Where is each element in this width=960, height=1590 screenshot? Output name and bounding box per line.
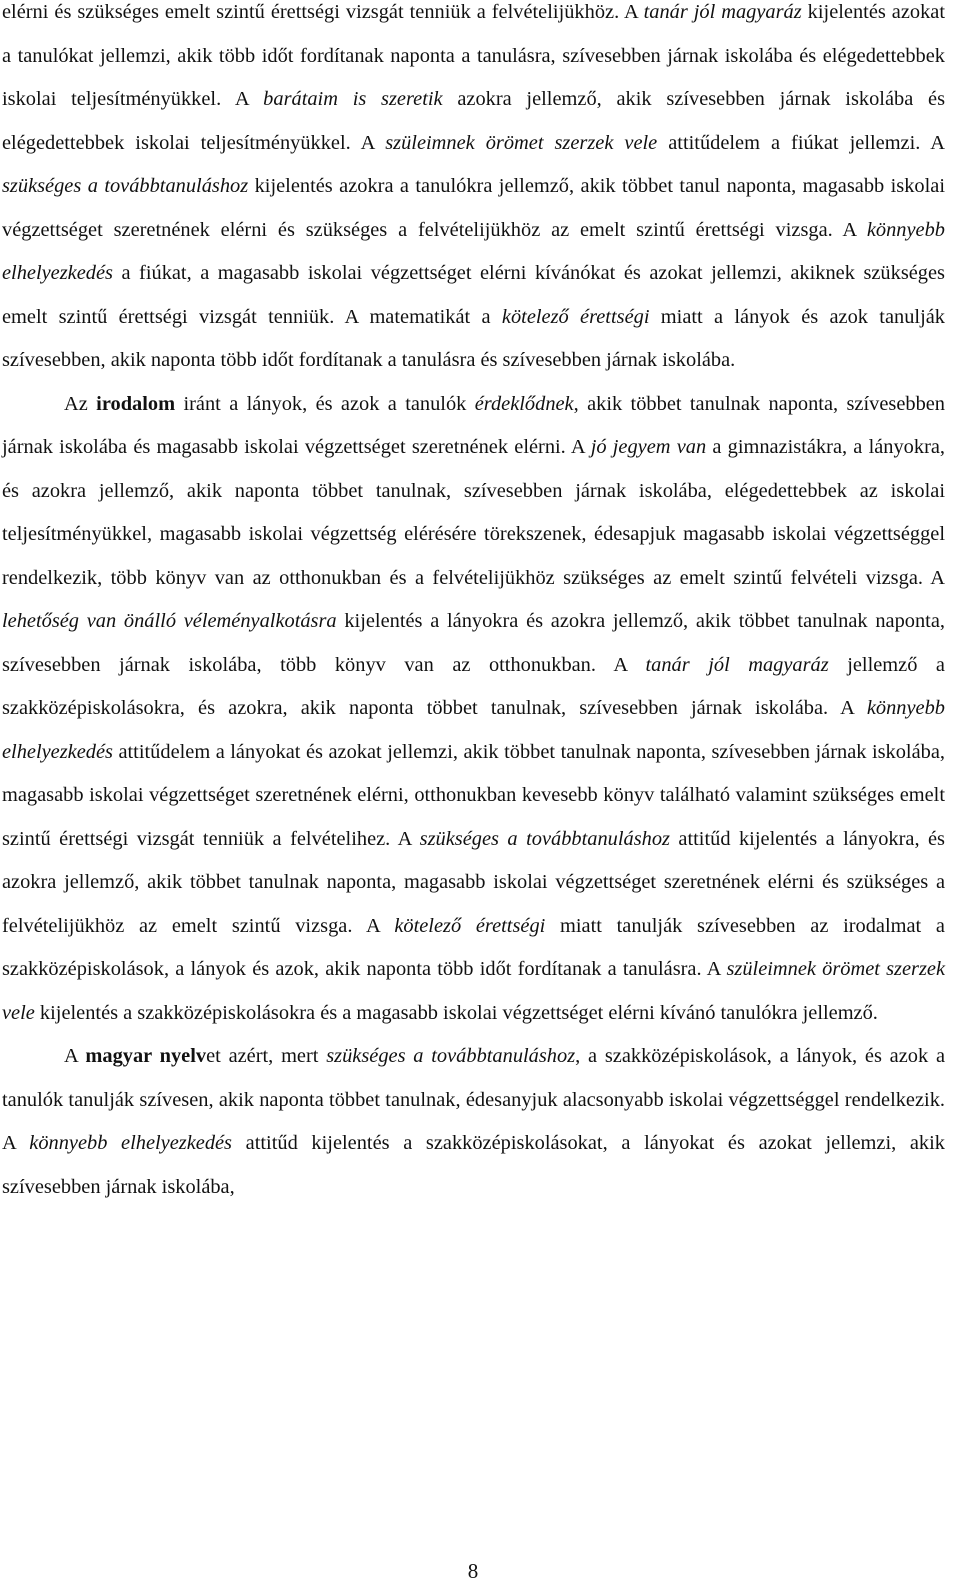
paragraph [2,1035,945,1209]
text-run: attitűd kijelentés a szakközépiskolásokat, a lányokat és azokat jellemzi, akik szívesebben járnak iskolába, [2,1132,945,1198]
text-run: attitűdelem a fiúkat jellemzi. A [657,131,945,154]
italic-phrase: könnyebb elhelyezkedés [2,218,945,284]
text-run: kijelentés azokat a tanulókat jellemzi, akik több időt fordítanak naponta a tanulásra, szívesebben járnak iskolába és elégedettebbek iskolai teljesítményükkel. A [2,1,945,110]
italic-phrase: szükséges a továbbtanuláshoz [2,175,249,197]
text-run: , a szakközépiskolások, a lányok, és azok a tanulók tanulják szívesen, akik naponta többet tanulnak, édesanyjuk alacsonyabb iskolai végzettséggel rendelkezik. A [2,1045,945,1154]
text-run: attitűdelem a lányokat és azokat jellemzi, akik többet tanulnak naponta, szívesebben járnak iskolába, magasabb iskolai végzettséget szeretnének elérni, otthonukban kevesebb könyv található valamint szükséges emelt szintű érettségi vizsgát tenniük a felvételihez. A [2,740,945,850]
italic-phrase: szüleimnek örömet szerzek vele [2,958,946,1024]
text-run: A [64,1045,86,1067]
italic-phrase: érdeklődnek [474,392,574,415]
italic-phrase: szükséges a továbbtanuláshoz [326,1045,576,1067]
italic-phrase: barátaim is szeretik [263,88,443,110]
text-run: jellemző a szakközépiskolásokra, és azokra, akik naponta többet tanulnak, szívesebben járnak iskolába. A [2,653,945,719]
text-run: miatt a lányok és azok tanulják szívesebben, akik naponta több időt fordítanak a tanulásra és szívesebben járnak iskolába. [2,305,945,371]
italic-phrase: tanár jól magyaráz [643,1,802,23]
italic-phrase: tanár jól magyaráz [645,653,829,676]
italic-phrase: kötelező érettségi [394,914,546,937]
italic-phrase: szükséges a továbbtanuláshoz [419,827,670,850]
bold-term: irodalom [96,392,176,415]
text-run: kijelentés a szakközépiskolásokra és a magasabb iskolai végzettséget elérni kívánó tanulókra jellemző. [34,1001,878,1024]
paragraph [2,383,945,1036]
bold-term: magyar nyelv [85,1045,207,1067]
italic-phrase: könnyebb elhelyezkedés [2,697,945,763]
text-run: kijelentés a lányokra és azokra jellemző, akik többet tanulnak naponta, szívesebben járnak iskolába, több könyv van az otthonukban. A [2,610,945,676]
text-run: azokra jellemző, akik szívesebben járnak iskolába és elégedettebbek iskolai teljesítményükkel. A [2,88,946,154]
text-run: elérni és szükséges emelt szintű érettségi vizsgát tenniük a felvételijükhöz. A [2,1,644,23]
italic-phrase: könnyebb elhelyezkedés [29,1132,232,1154]
page-number: 8 [467,1559,479,1583]
text-run: kijelentés azokra a tanulókra jellemző, akik többet tanul naponta, magasabb iskolai végzettséget szeretnének elérni és szükséges a felvételijükhöz az emelt szintű érettségi vizsga. A [2,175,945,241]
italic-phrase: kötelező érettségi [501,305,650,328]
text-run: a gimnazistákra, a lányokra, és azokra jellemző, akik naponta többet tanulnak, szívesebben járnak iskolába, elégedettebbek az iskolai teljesítményükkel, magasabb iskolai végzettség elérésére törekszenek, édesapjuk magasabb iskolai végzettséggel rendelkezik, több könyv van az otthonukban és a felvételijükhöz szükséges az emelt szintű felvételi vizsga. A [2,436,946,589]
paragraph [2,0,945,383]
text-run: a fiúkat, a magasabb iskolai végzettséget elérni kívánókat és azokat jellemzi, akiknek szükséges emelt szintű érettségi vizsgát tenniük. A matematikát a [2,262,945,328]
text-run: , akik többet tanulnak naponta, szívesebben járnak iskolába és magasabb iskolai végzettséget szeretnének elérni. A [2,392,946,458]
text-run: et azért, mert [206,1045,327,1067]
body-text [2,0,945,1209]
italic-phrase: szüleimnek örömet szerzek vele [385,131,658,154]
text-run: iránt a lányok, és azok a tanulók [175,392,475,415]
italic-phrase: jó jegyem van [590,436,707,458]
text-run: Az [64,392,97,415]
italic-phrase: lehetőség van önálló véleményalkotásra [2,610,337,632]
text-run: miatt tanulják szívesebben az irodalmat a szakközépiskolások, a lányok és azok, akik naponta több időt fordítanak a tanulásra. A [2,914,945,980]
text-run: attitűd kijelentés a lányokra, és azokra jellemző, akik többet tanulnak naponta, magasabb iskolai végzettséget szeretnének elérni és szükséges a felvételijükhöz az emelt szintű vizsga. A [2,827,945,937]
